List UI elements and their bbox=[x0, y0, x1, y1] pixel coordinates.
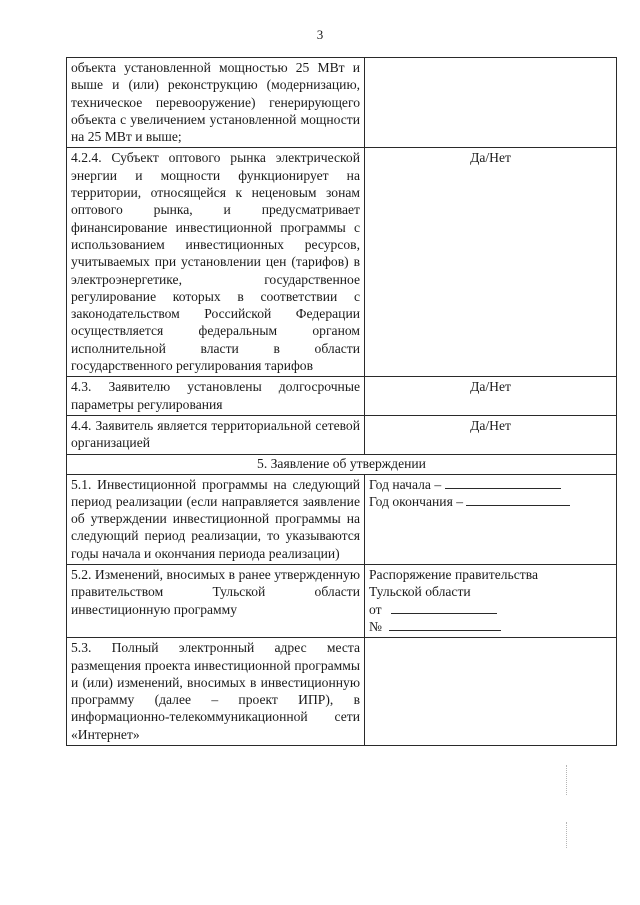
order-date-blank[interactable] bbox=[391, 601, 497, 614]
table-row-4-2-4 bbox=[67, 148, 617, 377]
end-year-label: Год окончания – bbox=[369, 493, 464, 509]
row-description: 5.3. Полный электронный адрес места размещения проекта инвестиционной программы и (или) изменений, вносимых в инвестиционную программу (далее – проект ИПР), в информационно-телекоммуникационной сети «Интернет» bbox=[67, 638, 365, 746]
period-fields bbox=[365, 474, 617, 564]
start-year-blank[interactable] bbox=[445, 476, 561, 489]
start-year-field[interactable] bbox=[369, 476, 612, 493]
end-year-blank[interactable] bbox=[466, 493, 570, 506]
order-date-label: от bbox=[369, 601, 382, 617]
row-description: 4.3. Заявителю установлены долгосрочные параметры регулирования bbox=[67, 377, 365, 416]
order-title-line2: Тульской области bbox=[369, 584, 471, 600]
page-number: 3 bbox=[316, 27, 324, 42]
application-form-table bbox=[66, 57, 617, 746]
row-description: объекта установленной мощностью 25 МВт и выше и (или) реконструкцию (модернизацию, техническое перевооружение) генерирующего объекта с увеличением установленной мощности на 25 МВт и выше; bbox=[67, 58, 365, 148]
order-number-blank[interactable] bbox=[389, 618, 501, 631]
row-answer-cell[interactable] bbox=[365, 58, 617, 148]
yes-no-answer[interactable]: Да/Нет bbox=[365, 148, 617, 377]
table-row-4-3 bbox=[67, 377, 617, 416]
end-year-field[interactable] bbox=[369, 493, 612, 510]
order-title-line1: Распоряжение правительства bbox=[369, 567, 538, 583]
order-date-field[interactable] bbox=[369, 601, 612, 618]
yes-no-answer[interactable]: Да/Нет bbox=[365, 377, 617, 416]
table-row-5-3 bbox=[67, 638, 617, 746]
order-fields bbox=[365, 565, 617, 638]
row-description: 4.4. Заявитель является территориальной сетевой организацией bbox=[67, 415, 365, 454]
table-row-4-4 bbox=[67, 415, 617, 454]
order-number-label: № bbox=[369, 618, 382, 634]
order-number-field[interactable] bbox=[369, 618, 612, 635]
section-title: 5. Заявление об утверждении bbox=[67, 454, 617, 474]
table-row-5-2 bbox=[67, 565, 617, 638]
section-header-row bbox=[67, 454, 617, 474]
row-description: 4.2.4. Субъект оптового рынка электрической энергии и мощности функционирует на территории, относящейся к неценовым зонам оптового рынка, и предусматривает финансирование инвестиционной программы с использованием инвестиционных ресурсов, учитываемых при установлении цен (тарифов) в электроэнергетике, государственное регулирование которых в соответствии с законодательством Российской Федерации осуществляется федеральным органом исполнительной власти в области государственного регулирования тарифов bbox=[67, 148, 365, 377]
yes-no-answer[interactable]: Да/Нет bbox=[365, 415, 617, 454]
scan-artifact-dots bbox=[566, 765, 569, 795]
url-answer-cell[interactable] bbox=[365, 638, 617, 746]
start-year-label: Год начала – bbox=[369, 476, 442, 492]
row-description: 5.1. Инвестиционной программы на следующий период реализации (если направляется заявление об утверждении инвестиционной программы на следующий период реализации, то указываются годы начала и окончания периода реализации) bbox=[67, 474, 365, 564]
row-description: 5.2. Изменений, вносимых в ранее утвержденную правительством Тульской области инвестиционную программу bbox=[67, 565, 365, 638]
table-row-continuation bbox=[67, 58, 617, 148]
table-row-5-1 bbox=[67, 474, 617, 564]
scan-artifact-dots bbox=[566, 822, 569, 848]
